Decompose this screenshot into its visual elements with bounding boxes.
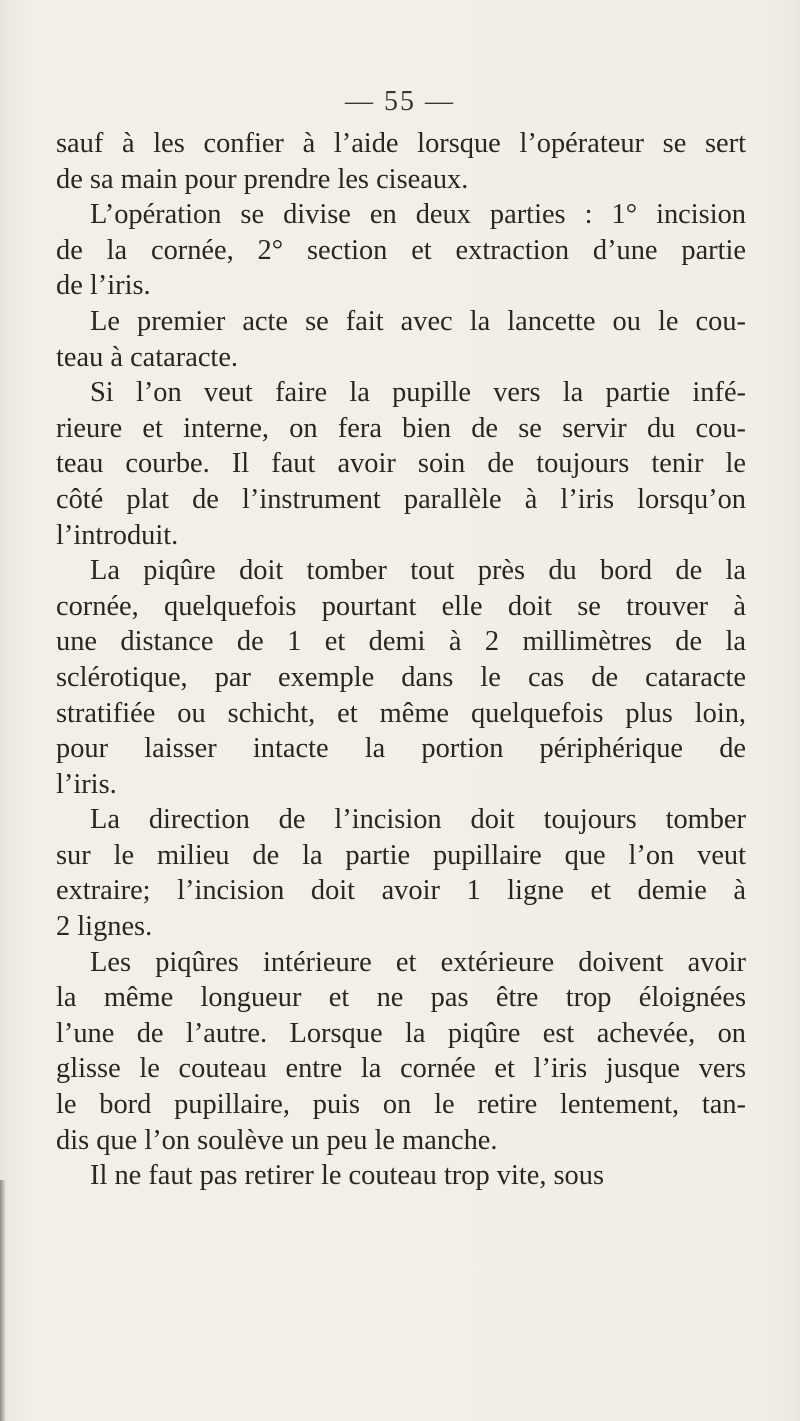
text-line: sauf à les confier à l’aide lorsque l’opérateur se sert [56, 128, 746, 159]
text-line: La direction de l’incision doit toujours tomber [90, 804, 746, 836]
text-line: extraire; l’incision doit avoir 1 ligne et demie à [56, 875, 746, 907]
text-line: Si l’on veut faire la pupille vers la partie infé- [90, 377, 746, 409]
text-line: sur le milieu de la partie pupillaire que l’on veut [56, 839, 746, 871]
text-line: de sa main pour prendre les ciseaux. [56, 163, 469, 195]
text-line: teau courbe. Il faut avoir soin de toujours tenir le [56, 448, 746, 480]
text-line: la même longueur et ne pas être trop éloignées [56, 982, 746, 1014]
body-text [56, 126, 746, 1194]
text-line: Le premier acte se fait avec la lancette ou le cou- [90, 305, 746, 337]
text-line: rieure et interne, on fera bien de se servir du cou- [56, 412, 746, 444]
text-line: une distance de 1 et demi à 2 millimètres de la [56, 626, 746, 658]
text-line: glisse le couteau entre la cornée et l’iris jusque vers [56, 1053, 746, 1085]
text-line: pour laisser intacte la portion périphérique de [56, 733, 746, 765]
paragraph [56, 126, 746, 197]
text-line: l’iris. [56, 768, 117, 800]
binding-shadow [0, 1180, 6, 1421]
page-number: — 55 — [345, 86, 455, 117]
paragraph [56, 553, 746, 802]
text-line: de la cornée, 2° section et extraction d’une partie [56, 234, 746, 266]
paragraph [56, 375, 746, 553]
text-line: teau à cataracte. [56, 341, 239, 373]
text-line: dis que l’on soulève un peu le manche. [56, 1124, 498, 1156]
paragraph [56, 197, 746, 304]
text-line: l’introduit. [56, 519, 179, 551]
text-line: de l’iris. [56, 270, 151, 302]
paragraph [56, 945, 746, 1159]
text-line: le bord pupillaire, puis on le retire lentement, tan- [56, 1089, 746, 1121]
paragraph [56, 1158, 746, 1194]
paragraph [56, 802, 746, 944]
text-line: l’une de l’autre. Lorsque la piqûre est achevée, on [56, 1017, 746, 1049]
text-line: Les piqûres intérieure et extérieure doivent avoir [90, 946, 746, 978]
text-line: Il ne faut pas retirer le couteau trop vite, sous [90, 1160, 604, 1192]
text-line: côté plat de l’instrument parallèle à l’iris lorsqu’on [56, 483, 746, 515]
text-line: cornée, quelquefois pourtant elle doit se trouver à [56, 590, 746, 622]
text-line: La piqûre doit tomber tout près du bord de la [90, 555, 746, 587]
text-line: stratifiée ou schicht, et même quelquefois plus loin, [56, 697, 746, 729]
paragraph [56, 304, 746, 375]
text-line: L’opération se divise en deux parties : 1° incision [90, 199, 746, 231]
text-line: 2 lignes. [56, 911, 153, 943]
text-line: sclérotique, par exemple dans le cas de cataracte [56, 661, 746, 693]
